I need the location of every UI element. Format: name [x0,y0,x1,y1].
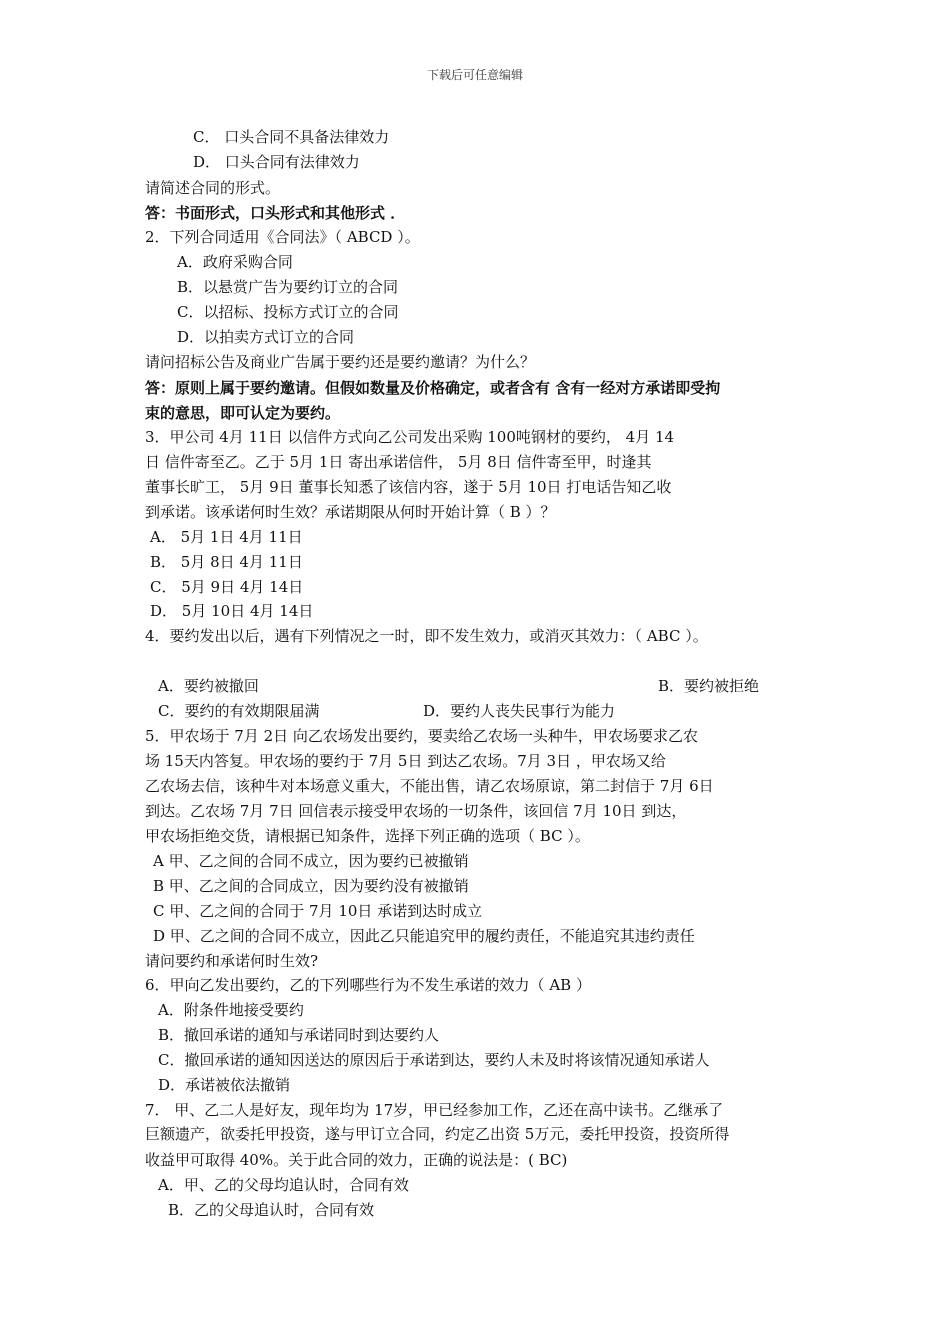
text-line: 3．甲公司 4月 11日 以信件方式向乙公司发出采购 100吨钢材的要约， 4月 14 [145,428,675,446]
text-line: 4．要约发出以后，遇有下列情况之一时，即不发生效力，或消灭其效力：（ ABC ）。 [145,627,708,645]
text-line: D．要约人丧失民事行为能力 [423,702,616,720]
text-line: 7． 甲、乙二人是好友，现年均为 17岁，甲已经参加工作，乙还在高中读书。乙继承了 [145,1101,724,1119]
text-line: B．要约被拒绝 [658,677,760,695]
text-line: 巨额遗产，欲委托甲投资，遂与甲订立合同，约定乙出资 5万元，委托甲投资，投资所得 [145,1125,730,1143]
text-line: B．撤回承诺的通知与承诺同时到达要约人 [158,1026,440,1044]
text-line: B． 5月 8日 4月 11日 [150,553,303,571]
text-line: C． 5月 9日 4月 14日 [150,578,304,596]
text-line: A． 5月 1日 4月 11日 [150,528,303,546]
text-line: C．以招标、投标方式订立的合同 [177,303,399,321]
text-line: 2．下列合同适用《合同法》（ ABCD ）。 [145,228,420,246]
text-line: 甲农场拒绝交货，请根据已知条件，选择下列正确的选项（ BC ）。 [145,827,590,845]
text-line: C．要约的有效期限届满 [158,702,320,720]
text-line: D 甲、乙之间的合同不成立，因此乙只能追究甲的履约责任，不能追究其违约责任 [153,927,695,945]
text-line: B．乙的父母追认时，合同有效 [168,1201,375,1219]
text-line: 日 信件寄至乙。乙于 5月 1日 寄出承诺信件， 5月 8日 信件寄至甲，时逢其 [145,453,652,471]
text-line: A．要约被撤回 [158,677,259,695]
text-line: A．政府采购合同 [177,253,293,271]
text-line: 答：书面形式，口头形式和其他形式 ． [145,204,406,222]
text-line: 束的意思，即可认定为要约。 [145,404,341,422]
text-line: 请问招标公告及商业广告属于要约还是要约邀请？为什么？ [145,353,536,371]
text-line: 5．甲农场于 7月 2日 向乙农场发出要约，要卖给乙农场一头种牛，甲农场要求乙农 [145,727,698,745]
text-line: 董事长旷工， 5月 9日 董事长知悉了该信内容，遂于 5月 10日 打电话告知乙收 [145,478,672,496]
text-line: D． 口头合同有法律效力 [193,153,360,171]
page-header: 下载后可任意编辑 [426,68,523,82]
text-line: A．附条件地接受要约 [158,1001,304,1019]
text-line: A 甲、乙之间的合同不成立，因为要约已被撤销 [153,852,469,870]
text-line: B 甲、乙之间的合同成立，因为要约没有被撤销 [153,877,469,895]
text-line: D． 5月 10日 4月 14日 [150,602,314,620]
text-line: D．以拍卖方式订立的合同 [177,328,355,346]
text-line: 请简述合同的形式。 [145,179,281,197]
text-line: 6．甲向乙发出要约，乙的下列哪些行为不发生承诺的效力（ AB ） [145,976,591,994]
text-line: 到承诺。该承诺何时生效？承诺期限从何时开始计算（ B ）？ [145,503,556,521]
text-line: C．撤回承诺的通知因送达的原因后于承诺到达，要约人未及时将该情况通知承诺人 [158,1051,710,1069]
text-line: 收益甲可取得 40%。关于此合同的效力，正确的说法是：( BC) [145,1151,568,1169]
text-line: A．甲、乙的父母均追认时，合同有效 [158,1176,409,1194]
text-line: C． 口头合同不具备法律效力 [193,128,390,146]
text-line: C 甲、乙之间的合同于 7月 10日 承诺到达时成立 [153,902,483,920]
text-line: 场 15天内答复。甲农场的要约于 7月 5日 到达乙农场。7月 3日 ，甲农场又给 [145,752,666,770]
text-line: 乙农场去信，该种牛对本场意义重大，不能出售，请乙农场原谅，第二封信于 7月 6日 [145,777,714,795]
text-line: B．以悬赏广告为要约订立的合同 [177,278,399,296]
text-line: 请问要约和承诺何时生效? [145,952,319,970]
text-line: 答：原则上属于要约邀请。但假如数量及价格确定，或者含有 含有一经对方承诺即受拘 [145,379,721,397]
text-line: D．承诺被依法撤销 [158,1076,291,1094]
text-line: 到达。乙农场 7月 7日 回信表示接受甲农场的一切条件，该回信 7月 10日 到达， [145,802,687,820]
